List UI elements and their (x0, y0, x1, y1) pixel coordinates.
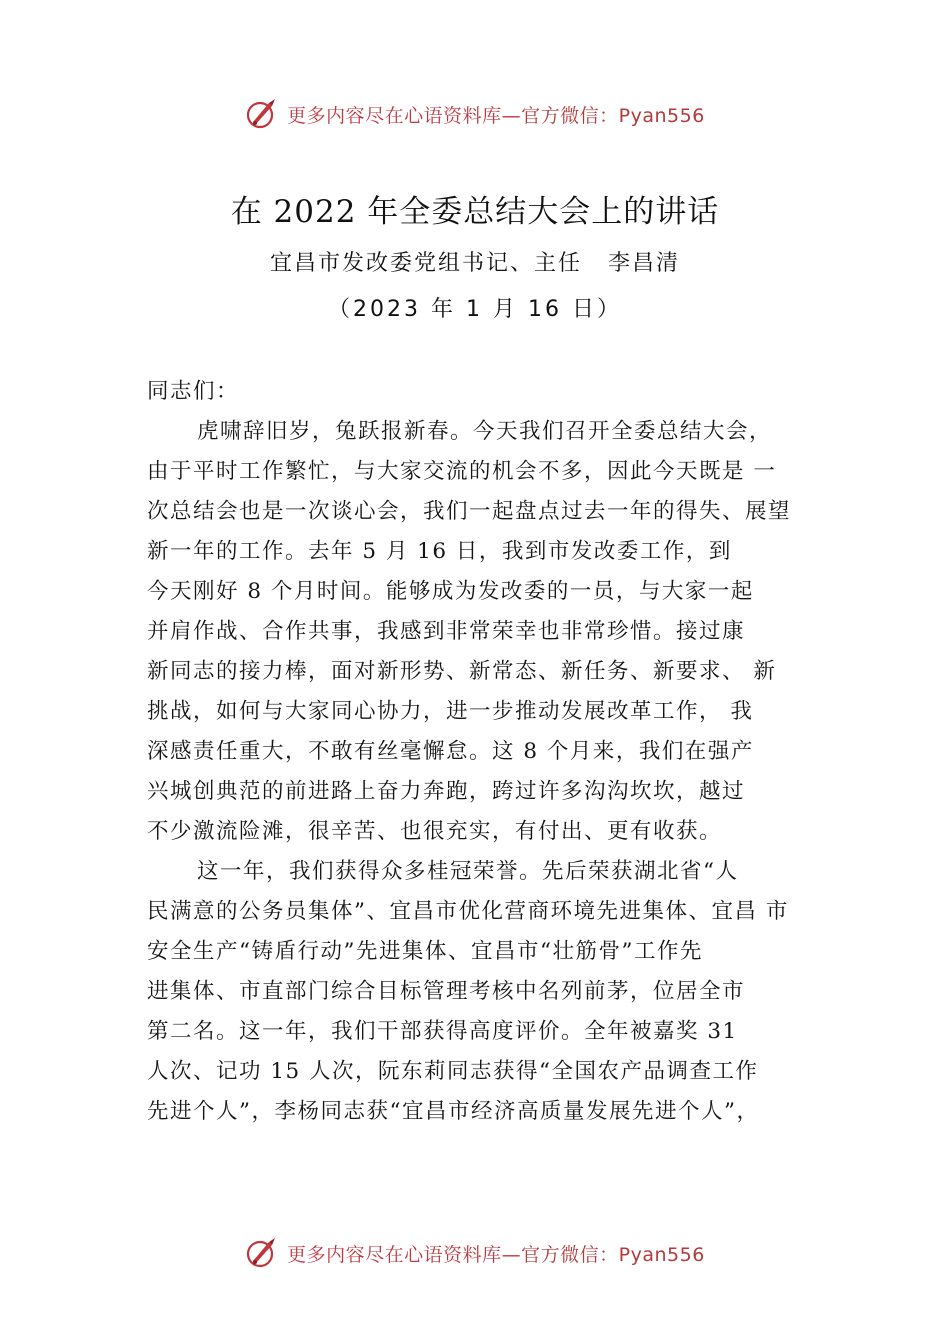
body-line: 今天刚好 8 个月时间。能够成为发改委的一员，与大家一起 (147, 579, 754, 604)
body-line: 人次、记功 15 人次，阮东莉同志获得“全国农产品调查工作 (147, 1059, 759, 1084)
body-line: 民满意的公务员集体”、宜昌市优化营商环境先进集体、宜昌 市 (147, 899, 789, 924)
banner-wechat: 官方微信：Pyan556 (521, 104, 705, 127)
body-line: 进集体、市直部门综合目标管理考核中名列前茅，位居全市 (147, 979, 746, 1004)
speech-body (147, 372, 837, 1132)
author-line (0, 246, 950, 277)
body-line: 这一年，我们获得众多桂冠荣誉。先后荣获湖北省“人 (197, 859, 739, 884)
author-name: 李昌清 (608, 251, 681, 276)
body-line: 由于平时工作繁忙，与大家交流的机会不多，因此今天既是 一 (147, 459, 777, 484)
header-watermark-banner (0, 94, 950, 134)
body-line: 虎啸辞旧岁，兔跃报新春。今天我们召开全委总结大会， (197, 419, 773, 444)
body-line: 兴城创典范的前进路上奋力奔跑，跨过许多沟沟坎坎，越过 (147, 779, 746, 804)
author-org: 宜昌市发改委党组书记、主任 (269, 251, 582, 276)
body-line: 安全生产“铸盾行动”先进集体、宜昌市“壮筋骨”工作先 (147, 939, 703, 964)
banner-text (287, 101, 705, 128)
body-line: 第二名。这一年，我们干部获得高度评价。全年被嘉奖 31 (147, 1019, 738, 1044)
body-line: 次总结会也是一次谈心会，我们一起盘点过去一年的得失、展望 (147, 499, 792, 524)
banner-separator: — (501, 1243, 522, 1266)
body-line: 并肩作战、合作共事，我感到非常荣幸也非常珍惜。接过康 (147, 619, 746, 644)
banner-text (287, 1240, 705, 1267)
banner-main-text: 更多内容尽在心语资料库 (287, 1243, 502, 1266)
body-line: 先进个人”，李杨同志获“宜昌市经济高质量发展先进个人”， (147, 1099, 760, 1124)
footer-watermark-banner (0, 1233, 950, 1273)
document-title: 在 2022 年全委总结大会上的讲话 (230, 194, 720, 230)
quill-pen-logo-icon (245, 97, 279, 131)
body-line: 挑战，如何与大家同心协力，进一步推动发展改革工作， 我 (147, 699, 754, 724)
banner-main-text: 更多内容尽在心语资料库 (287, 104, 502, 127)
speech-date: （2023 年 1 月 16 日） (328, 297, 622, 322)
salutation: 同志们： (147, 379, 240, 404)
body-line: 新一年的工作。去年 5 月 16 日，我到市发改委工作，到 (147, 539, 732, 564)
body-line: 不少激流险滩，很辛苦、也很充实，有付出、更有收获。 (147, 819, 723, 844)
banner-separator: — (501, 104, 522, 127)
quill-pen-logo-icon (245, 1236, 279, 1270)
banner-wechat: 官方微信：Pyan556 (521, 1243, 705, 1266)
body-line: 新同志的接力棒，面对新形势、新常态、新任务、新要求、 新 (147, 659, 777, 684)
body-line: 深感责任重大，不敢有丝毫懈怠。这 8 个月来，我们在强产 (147, 739, 754, 764)
